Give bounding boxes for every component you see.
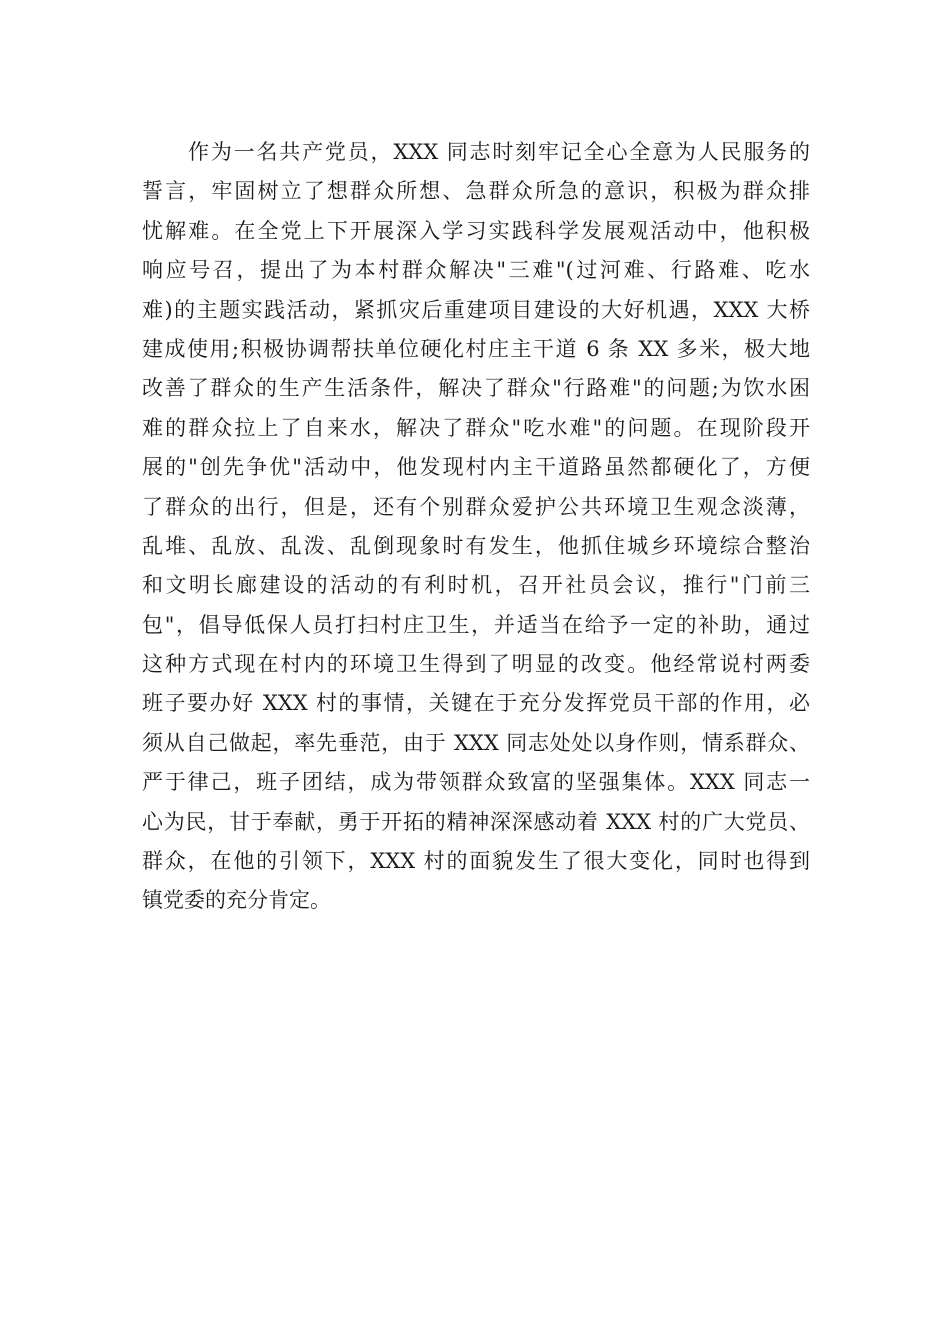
paragraph-line: 乱堆、乱放、乱泼、乱倒现象时有发生，他抓住城乡环境综合整治 [142, 533, 810, 558]
paragraph-line: 群众，在他的引领下，XXX 村的面貌发生了很大变化，同时也得到 [142, 849, 810, 874]
paragraph-line: 班子要办好 XXX 村的事情，关键在于充分发挥党员干部的作用，必 [142, 691, 810, 716]
paragraph-line: 包"，倡导低保人员打扫村庄卫生，并适当在给予一定的补助，通过 [142, 612, 810, 637]
paragraph-line: 改善了群众的生产生活条件，解决了群众"行路难"的问题;为饮水困 [142, 376, 810, 401]
paragraph-line: 展的"创先争优"活动中，他发现村内主干道路虽然都硬化了，方便 [142, 455, 810, 480]
paragraph-line: 难的群众拉上了自来水，解决了群众"吃水难"的问题。在现阶段开 [142, 415, 810, 440]
paragraph-line: 了群众的出行，但是，还有个别群众爱护公共环境卫生观念淡薄， [142, 494, 810, 519]
paragraph-line: 建成使用;积极协调帮扶单位硬化村庄主干道 6 条 XX 多米，极大地 [142, 336, 810, 361]
paragraph-line: 响应号召，提出了为本村群众解决"三难"(过河难、行路难、吃水 [142, 258, 810, 283]
paragraph-line: 忧解难。在全党上下开展深入学习实践科学发展观活动中，他积极 [142, 218, 810, 243]
paragraph-line: 心为民，甘于奉献，勇于开拓的精神深深感动着 XXX 村的广大党员、 [142, 809, 810, 834]
body-paragraph [142, 133, 810, 921]
paragraph-line: 严于律己，班子团结，成为带领群众致富的坚强集体。XXX 同志一 [142, 770, 810, 795]
paragraph-line: 难)的主题实践活动，紧抓灾后重建项目建设的大好机遇，XXX 大桥 [142, 297, 810, 322]
paragraph-line: 誓言，牢固树立了想群众所想、急群众所急的意识，积极为群众排 [142, 179, 810, 204]
paragraph-line: 和文明长廊建设的活动的有利时机，召开社员会议，推行"门前三 [142, 573, 810, 598]
paragraph-line: 作为一名共产党员，XXX 同志时刻牢记全心全意为人民服务的 [188, 140, 810, 164]
paragraph-line: 须从自己做起，率先垂范，由于 XXX 同志处处以身作则，情系群众、 [142, 730, 810, 755]
paragraph-line: 这种方式现在村内的环境卫生得到了明显的改变。他经常说村两委 [142, 652, 810, 677]
paragraph-line: 镇党委的充分肯定。 [142, 888, 331, 913]
